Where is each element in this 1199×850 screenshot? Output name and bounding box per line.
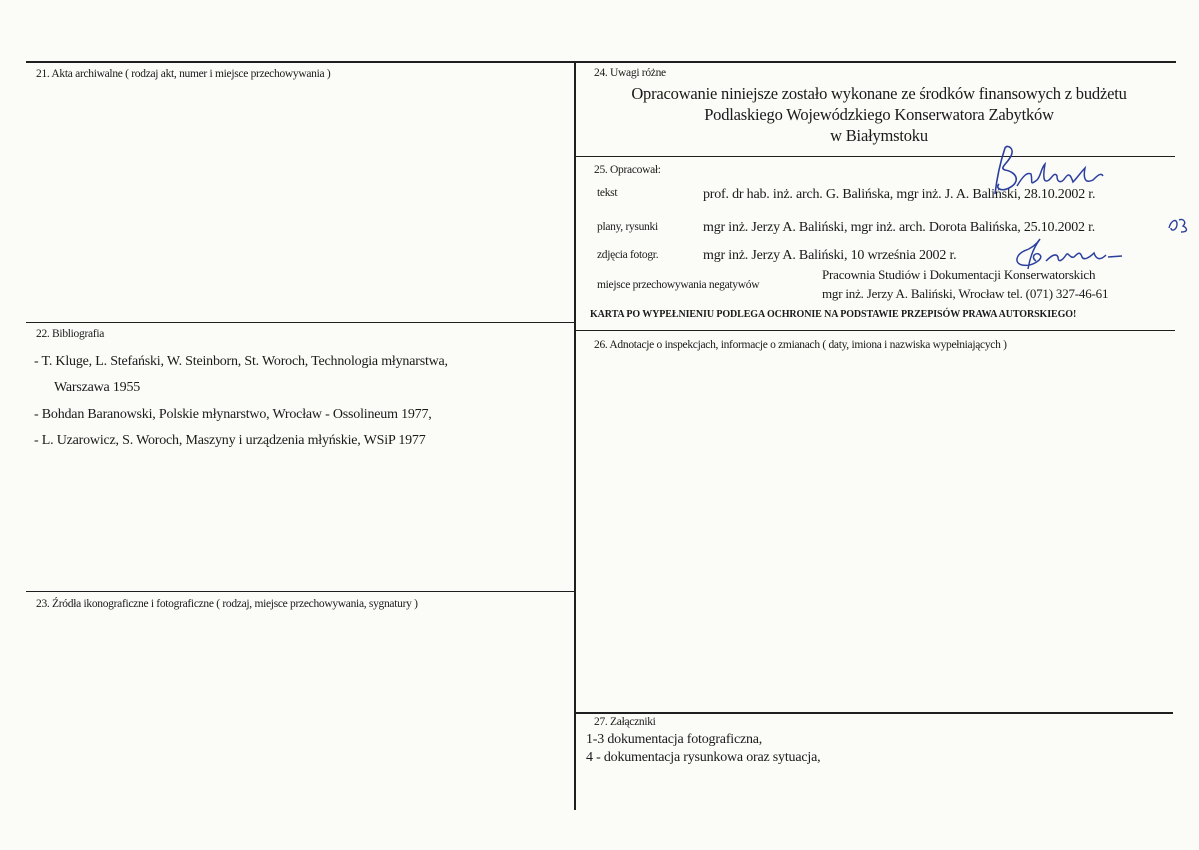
remarks-line: Opracowanie niniejsze zostało wykonane ze środków finansowych z budżetu	[631, 84, 1127, 103]
attachment-item: 1-3 dokumentacja fotograficzna,	[586, 732, 763, 747]
section-27-label: 27. Załączniki	[594, 716, 656, 728]
center-divider	[574, 61, 576, 810]
negatives-line: mgr inż. Jerzy A. Baliński, Wrocław tel. (071) 327-46-61	[822, 286, 1109, 301]
negatives-label: miejsce przechowywania negatywów	[597, 279, 760, 291]
left-divider-21-22	[26, 322, 575, 323]
copyright-notice: KARTA PO WYPEŁNIENIU PODLEGA OCHRONIE NA PODSTAWIE PRZEPISÓW PRAWA AUTORSKIEGO!	[590, 309, 1077, 320]
left-divider-22-23	[26, 591, 575, 592]
bibliography-item: - T. Kluge, L. Stefański, W. Steinborn, St. Woroch, Technologia młynarstwa,	[34, 354, 448, 369]
remarks-line: w Białymstoku	[830, 126, 928, 145]
bibliography-item-continued: Warszawa 1955	[54, 380, 141, 395]
attachment-item: 4 - dokumentacja rysunkowa oraz sytuacja,	[586, 750, 821, 765]
remarks-line: Podlaskiego Wojewódzkiego Konserwatora Zabytków	[704, 105, 1054, 124]
section-26-label: 26. Adnotacje o inspekcjach, informacje o zmianach ( daty, imiona i nazwiska wypełniających )	[594, 339, 1007, 351]
top-border	[26, 61, 1176, 63]
bibliography-item: - Bohdan Baranowski, Polskie młynarstwo, Wrocław - Ossolineum 1977,	[34, 407, 432, 422]
row-key-photos: zdjęcia fotogr.	[597, 249, 659, 261]
row-key-text: tekst	[597, 187, 618, 199]
section-21-label: 21. Akta archiwalne ( rodzaj akt, numer i miejsce przechowywania )	[36, 68, 331, 80]
section-24-label: 24. Uwagi różne	[594, 67, 666, 79]
signature-photos	[1010, 235, 1125, 275]
section-23-label: 23. Źródła ikonograficzne i fotograficzne ( rodzaj, miejsce przechowywania, sygnatury )	[36, 598, 418, 610]
section-25-label: 25. Opracował:	[594, 164, 661, 176]
initials-drawings	[1167, 216, 1191, 234]
right-divider-25-26	[575, 330, 1175, 331]
bibliography-item: - L. Uzarowicz, S. Woroch, Maszyny i urządzenia młyńskie, WSiP 1977	[34, 433, 426, 448]
row-value-drawings: mgr inż. Jerzy A. Baliński, mgr inż. arch. Dorota Balińska, 25.10.2002 r.	[703, 220, 1096, 235]
row-value-photos: mgr inż. Jerzy A. Baliński, 10 września 2002 r.	[703, 248, 957, 263]
negatives-line: Pracownia Studiów i Dokumentacji Konserwatorskich	[822, 267, 1096, 282]
row-key-drawings: plany, rysunki	[597, 221, 658, 233]
section-22-label: 22. Bibliografia	[36, 328, 105, 340]
right-divider-26-27	[575, 712, 1173, 714]
row-value-text: prof. dr hab. inż. arch. G. Balińska, mgr inż. J. A. Baliński, 28.10.2002 r.	[703, 187, 1096, 202]
signature-text	[985, 142, 1110, 200]
